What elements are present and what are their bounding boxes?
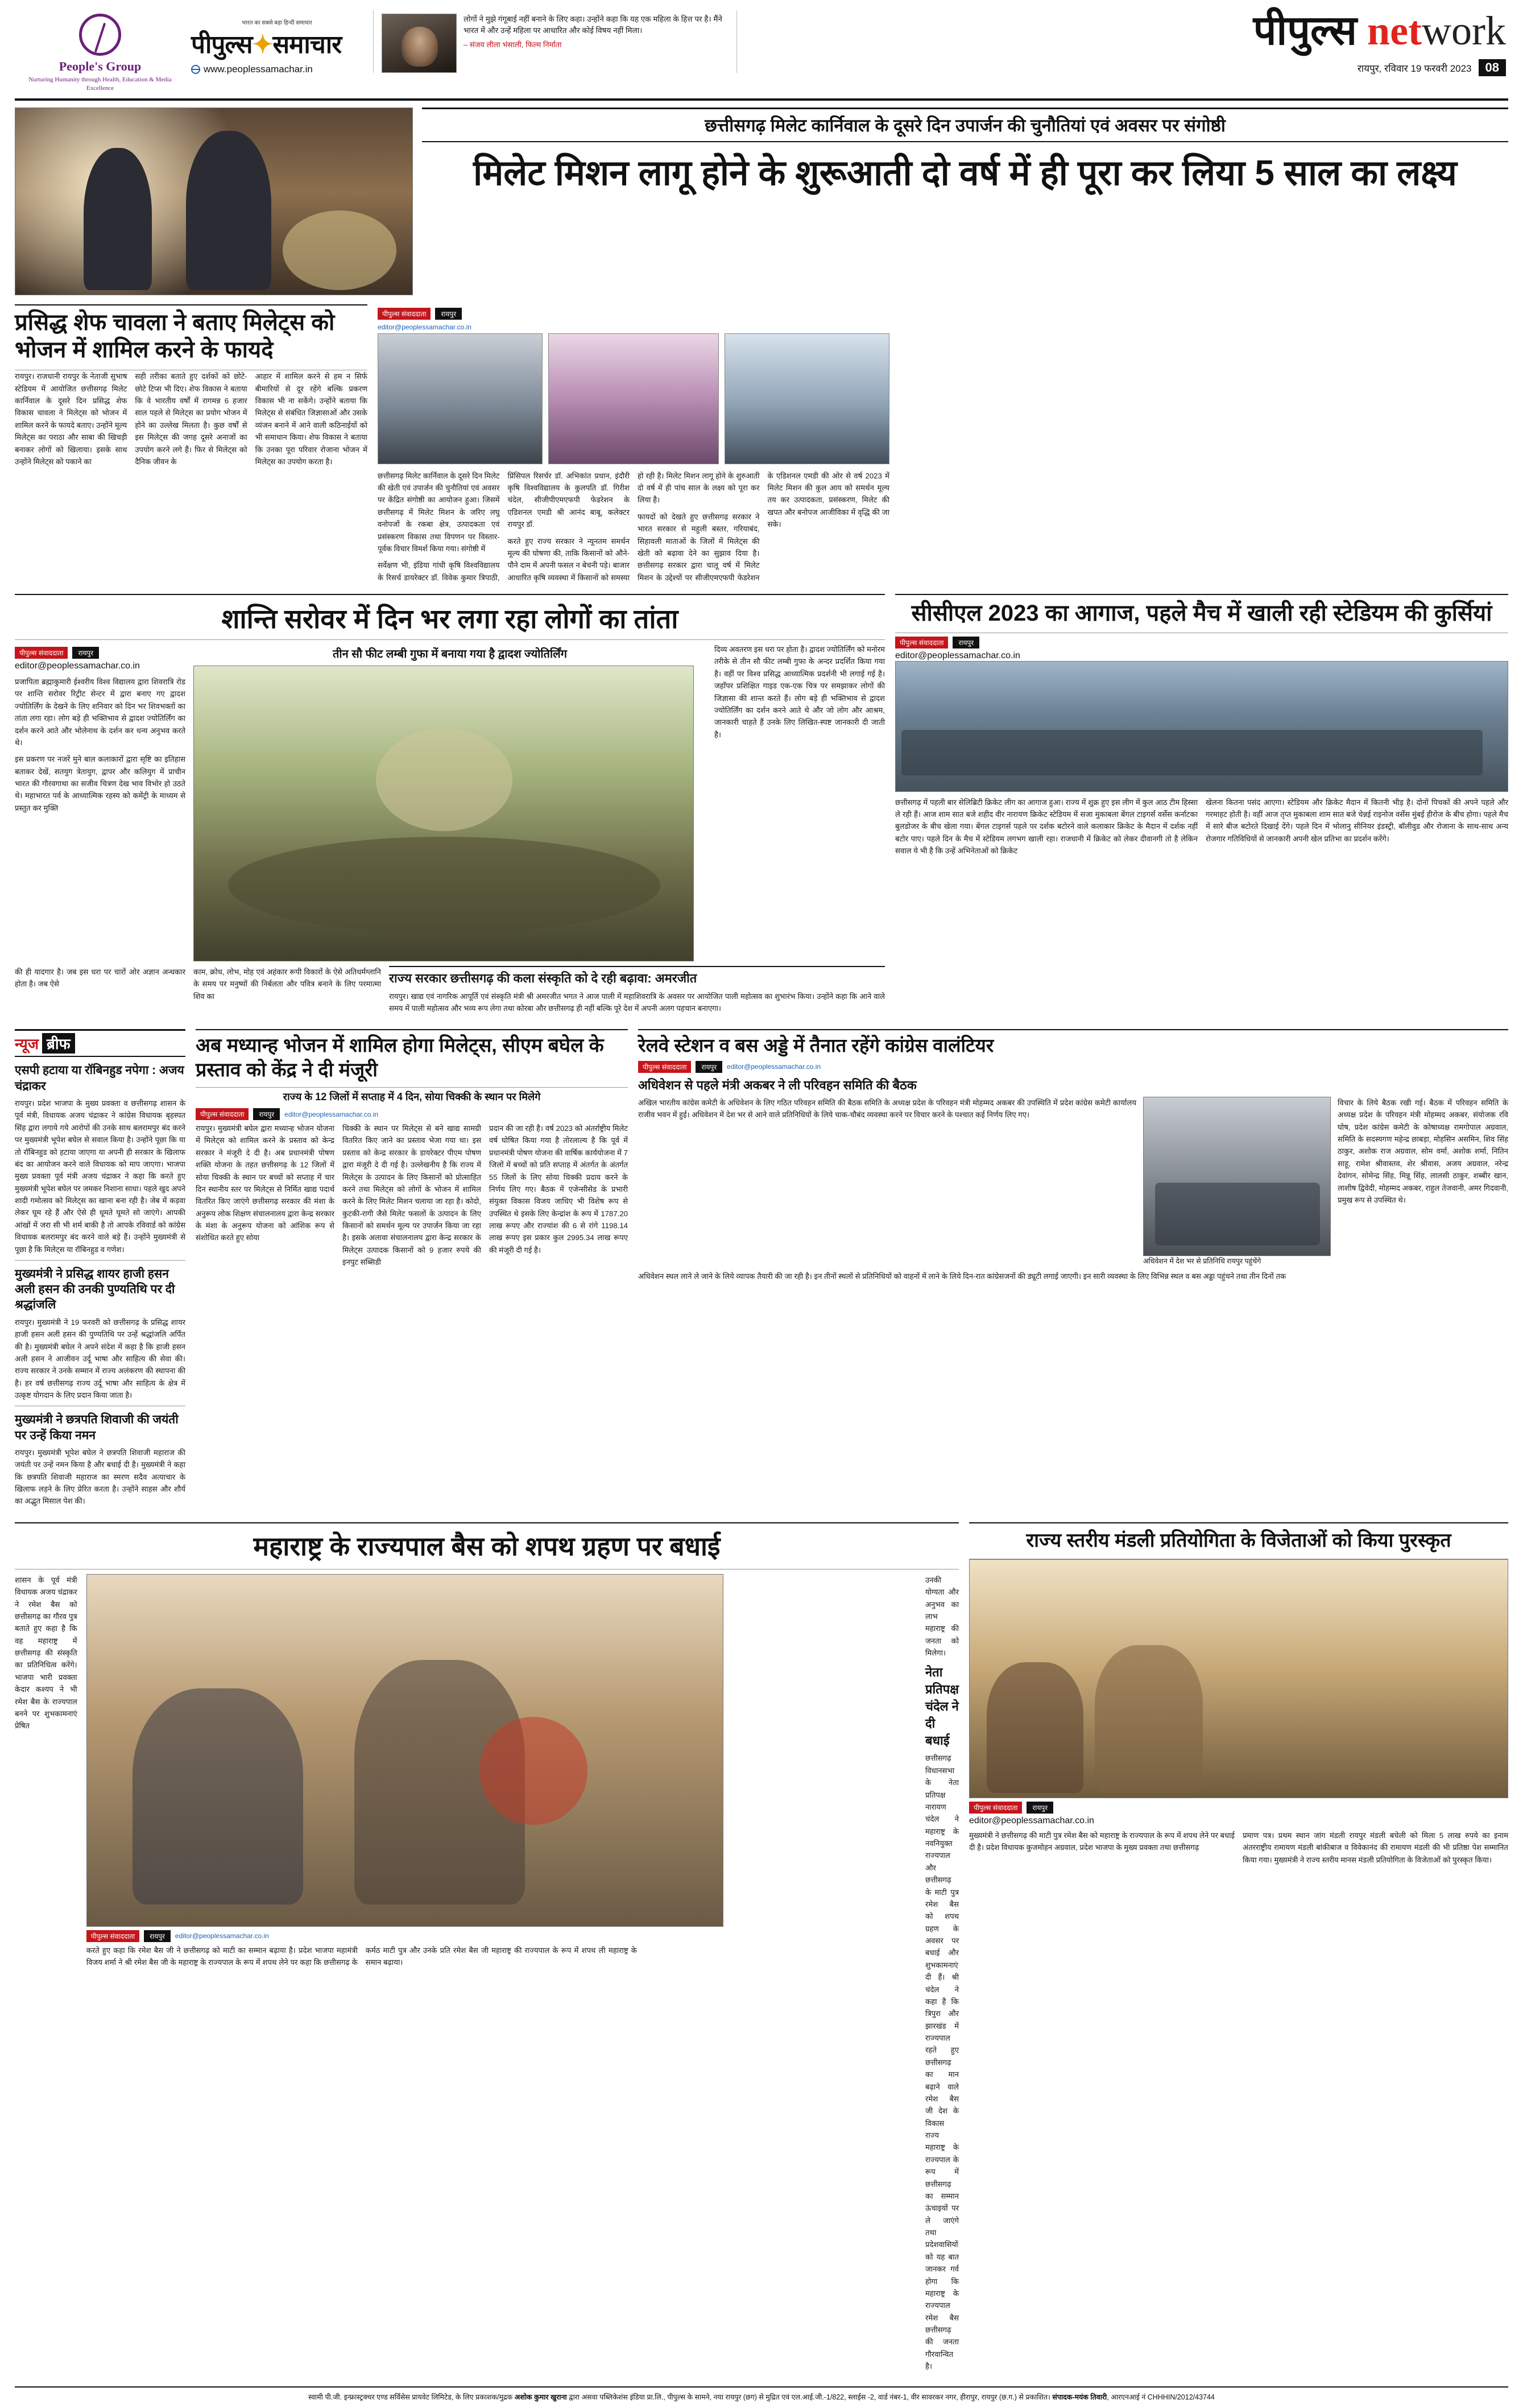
brief-label-2: ब्रीफ	[42, 1033, 75, 1054]
paragraph: रायपुर। राजधानी रायपुर के नेताजी सुभाष स्टेडियम में आयोजित छत्तीसगढ़ मिलेट कार्निवाल के दूसरे दिन प्रसिद्ध शेफ विकास चावला ने मिलेट्स को भोजन में शामिल करने के फायदे बताए। उन्होंने मूल्य मिलेट्स का पराठा और साबा की खिचड़ी बनाकर लोगों को खिलाया। इसके साथ उन्होंने मिलेट्स को पकाने का	[15, 372, 127, 466]
quote-box	[373, 10, 737, 73]
editor-email[interactable]: editor@peoplessamachar.co.in	[969, 1816, 1094, 1826]
logo-name: People's Group	[59, 59, 142, 73]
award-ceremony-photo	[969, 1559, 1508, 1798]
mandali-story	[969, 1522, 1508, 2377]
paragraph: करते हुए कहा कि रमेश बैस जी ने छत्तीसगढ़ को माटी का सम्मान बढ़ाया है। प्रदेश भाजपा महामंत्री विजय शर्मा ने श्री रमेश बैस जी के महाराष्ट्र के राज्यपाल के रूप में शपथ लेने पर कहा कि छत्तीसगढ़ के कर्मठ माटी पुत्र और उनके प्रति रमेश बैस जी महाराष्ट्र की राज्यपाल के रूप में शपथ ली महाराष्ट्र के समान बढ़ाया।	[86, 1946, 637, 1967]
peoples-group-logo	[15, 10, 185, 93]
brand-word-2: समाचार	[272, 31, 342, 59]
paragraph: आहार में शामिल करने से हम न सिर्फ बीमारियों से दूर रहेंगे बल्कि प्रकरण विकास भी ना सकेंगे। उन्होंने बताया कि मिलेट्स से संबंधित जिज्ञासाओं और उसके व्यंजन बनाने में आने वाली कठिनाईयों को भी समाधान किया। शेफ विकास ने बताया कि उनका पूरा परिवार रोजाना भोजन में मिलेट्स का उपयोग करता है।	[255, 372, 367, 466]
mdm-subheadline: राज्य के 12 जिलों में सप्ताह में 4 दिन, सोया चिक्की के स्थान पर मिलेगे	[283, 1091, 541, 1103]
paragraph: प्रमाण पत्र। प्रथम स्थान जांग मंडली रायपुर मंडली बचेली को मिला 5 लाख रुपये का इनाम अंतरराष्ट्रीय रामायण मंडली बांकीबाज व विवेकानंद की रामायण मंडली की भी प्रतिष्ठा पेश सम्मानित किया गया। मुख्यमंत्री ने राज्य स्तरीय मानस मंडली प्रतियोगिता के विजेताओं को पुरस्कृत किया।	[1243, 1831, 1508, 1864]
paragraph: सही तरीका बताते हुए दर्शकों को छोटे-छोटे टिप्स भी दिए। शेफ विकास ने बताया कि वे भारतीय वर्षों में रागमन्न 6 हजार साल पहले से मिलेट्स का प्रयोग भोजन में होने का उल्लेख मिलता है। कुछ वर्षों से इस मिलेट्स की जगह दूसरे अनाजों का उपयोग करने लगे हैं। फिर से मिलेट्स को दैनिक जीवन के	[135, 372, 247, 466]
divider	[15, 1260, 185, 1261]
row-two	[15, 304, 1508, 584]
imprint-text-1: स्वामी पी.जी. इन्फ्रास्ट्रक्चर एण्ड सर्विसेस प्रायवेट लिमिटेड, के लिए प्रकाशक/मुद्रक	[308, 2393, 515, 2401]
byline-city: रायपुर	[72, 647, 99, 659]
website-text: www.peoplessamachar.in	[204, 64, 313, 75]
editor-email[interactable]: editor@peoplessamachar.co.in	[727, 1063, 821, 1071]
meeting-photo	[1143, 1097, 1331, 1256]
chef-story	[15, 304, 367, 584]
paragraph: रायपुर। मुख्यमंत्री बघेल द्वारा मध्यान्ह भोजन योजना में मिलेट्स को शामिल करने के प्रस्ताव को केन्द्र सरकार ने मंजूरी दे दी है। अब प्रधानमंत्री पोषण शक्ति योजना के तहत छत्तीसगढ़ के 12 जिलों में सोया चिक्की के स्थान पर बच्चों को सप्ताह में चार दिन स्थानीय स्तर पर मिलेट्स से निर्मित खाद्य पदार्थ वितरित किए जाएंगे छत्तीसगढ़ सरकार की मंशा के अनुरूप लोक शिक्षण संचालनालय द्वारा केन्द्र सरकार के मंशा के अनुरूप योजना को आंशिक रूप से संशोधित करते हुए सोया	[196, 1124, 334, 1242]
shanti-headline: शान्ति सरोवर में दिन भर लगा रहा लोगों का तांता	[221, 604, 678, 634]
midday-meal-story	[196, 1029, 628, 1511]
mandali-headline: राज्य स्तरीय मंडली प्रतियोगिता के विजेताओं को किया पुरस्कृत	[1026, 1529, 1451, 1551]
divider	[196, 1087, 628, 1088]
lead-headline: मिलेट मिशन लागू होने के शुरूआती दो वर्ष में ही पूरा कर लिया 5 साल का लक्ष्य	[473, 153, 1457, 193]
dateline: रायपुर, रविवार 19 फरवरी 2023	[1357, 63, 1472, 74]
divider	[15, 304, 367, 305]
network-word-hindi: पीपुल्स	[1253, 8, 1358, 53]
divider	[895, 594, 1508, 595]
imprint-text-3: , आरएनआई नं CHHHIN/2012/43744	[1107, 2393, 1215, 2401]
mdm-byline	[196, 1108, 628, 1120]
shanti-byline	[15, 647, 185, 659]
paragraph: काम, क्रोध, लोभ, मोह एवं अहंकार रूपी विकारों के ऐसे अतिधर्मग्लानि के समय पर मनुष्यों की निर्बलता और पवित्र बनाने के लिए परमात्मा शिव का	[193, 968, 381, 1001]
seminar-photo-1	[378, 333, 543, 464]
paragraph: फायदों को देखते हुए छत्तीसगढ़ सरकार ने भारत सरकार से महुली बस्तर, गरियाबंद, सिहावली माताओं के जिलों में मिलेट्स की खेती को बढ़ावा देने का सुझाव दिया है। छत्तीसगढ़ सरकार द्वारा चालू वर्ष में मिलेट मिशन के उद्देश्यों पर सीजीएमएफपी फेडरेशन के एडिशनल एमडी की ओर से वर्ष 2023 में मिलेट मिशन की कुल आय को समर्थन मूल्य तय कर उत्पादकता, प्रसंस्करण, मिलेट की खपत और बनोपज आजीविका में वृद्धि की जा सके।	[638, 471, 889, 582]
governor-byline	[86, 1930, 916, 1942]
quote-portrait-photo	[382, 14, 457, 73]
rail-photo-caption: अधिवेशन में देश भर से प्रतिनिधि रायपुर पहुंचेंगे	[1143, 1257, 1261, 1265]
editor-email[interactable]: editor@peoplessamachar.co.in	[895, 650, 1020, 660]
news-brief-column	[15, 1029, 185, 1511]
paragraph: सर्वेक्षण भी, इंडिया गांधी कृषि विश्वविद्यालय के रिसर्च डायरेक्टर डॉ. विवेक कुमार त्रिपाठी, प्रिंसिपल रिसर्चर डॉ. अभिकांत प्रधान, इंदौरी कृषि विश्वविद्यालय के कुलपति डॉ. गिरीश चंदेल, सीजीपीएमएफपी फेडरेशन के एडिशनल एमडी श्री आनंद बाबू, कलेक्टर रायपुर डॉ.	[378, 471, 630, 582]
logo-tagline: Nurturing Humanity through Health, Education & Media Excellence	[28, 76, 172, 92]
ccl-headline: सीसीएल 2023 का आगाज, पहले मैच में खाली रही स्टेडियम की कुर्सियां	[911, 601, 1492, 626]
pali-mahotsav-headline: राज्य सरकार छत्तीसगढ़ की कला संस्कृति को दे रही बढ़ावा: अमरजीत	[389, 966, 885, 987]
publisher-name: अशोक कुमार खुराना	[514, 2393, 567, 2401]
brief-headline: एसपी हटाया या रॉबिनहुड नपेगा : अजय चंद्राकर	[15, 1064, 184, 1093]
byline-tag: पीपुल्स संवाददाता	[895, 637, 948, 649]
paragraph: खेलना कितना पसंद आएगा। स्टेडियम और क्रिकेट मैदान में कितनी भीड़ है। दोनों पिचकों की अपने पहले और गरमाहट होती है। वहीं आज तृप्त मुकाबला शाम सात बजे चेन्नई राइनोज वर्सेस मुंबई हीरोज के बीच होगा। पहले मैच में सारे बीज बटोरते दिखाई देंगे। पहले दिन में भोलानु सीनियर इंडस्ट्री, बॉलीवुड और रोजाना के साथ-साथ अन्य रोजगार गतिविधियों से जानकारी अपनी खेल प्रतिभा का प्रदर्शन करेंगे।	[1206, 798, 1508, 843]
shanti-sarovar-photo	[193, 666, 694, 961]
paragraph: चिक्की के स्थान पर मिलेट्स से बने खाद्य सामग्री वितरित किए जाने का प्रस्ताव भेजा गया था। इस प्रस्ताव को केन्द्र सरकार के डायरेक्टर पीएम पोषण द्वारा मंजूरी दे दी गई है। उल्लेखनीय है कि राज्य में मिलेट्स के उत्पादन के लिए किसानों को प्रोत्साहित करने तथा मिलेट्स को लोगों के भोजन में शामिल करने के लिए मिलेट मिशन चलाया जा रहा है। कोदो, कुटकी-रागी जैसे मिलेट फसलों के उत्पादन के लिए किसानों को समर्थन मूल्य पर उपार्जन किया जा रहा है। इसके अलावा संचालनालय द्वारा केन्द्र सरकार के मिलेट्स उत्पादक किसानों को 9 हजार रुपये की इनपुट सब्सिडी	[342, 1124, 481, 1267]
page-number: 08	[1479, 59, 1506, 76]
shanti-sarovar-story	[15, 594, 885, 1019]
lead-photo	[15, 108, 413, 295]
paragraph: रायपुर। मुख्यमंत्री भूपेश बघेल ने छत्रपति शिवाजी महाराज की जयंती पर उन्हें नमन किया है और बधाई दी है। मुख्यमंत्री ने कहा कि छत्रपति शिवाजी महाराज का स्मरण सदैव अत्याचार के खिलाफ लड़ने के लिए प्रेरित करता है। उन्होंने साहस और शौर्य का अद्भुत मिसाल पेश की।	[15, 1448, 185, 1506]
chef-body	[15, 370, 367, 472]
divider	[15, 639, 885, 640]
editor-email[interactable]: editor@peoplessamachar.co.in	[378, 323, 471, 331]
paragraph: विचार के लिये बैठक रखी गई। बैठक में परिवहन समिति के अध्यक्ष प्रदेश के परिवहन मंत्री मोहम्मद अकबर, संयोजक रवि घोष, प्रदेश कांग्रेस कमेटी के कोषाध्यक्ष रामगोपाल अग्रवाल, समिति के सदस्यगण महेन्द्र छाबड़ा, मोहसिन असमिन, शिव सिंह ठाकुर, अशोक राज अग्रवाल, सोम वर्मा, अशोक शर्मा, नितिन साहू, रामेश श्रीवास्तव, शेर श्रीवास, अजय अग्रवाल, नरेन्द्र देवांगन, सोमेन्द्र सिंह, मिन्नू सिंह, लालसी ठाकुर, शब्बीर खान, लाशीष द्विवेदी, मोहम्मद अकबर, राहुल तेजवानी, अमर गिदवानी, प्रमुख रूप से उपस्थित थे।	[1338, 1098, 1508, 1204]
horseshoe-logo-icon	[79, 14, 121, 56]
row-three	[15, 594, 1508, 1019]
row-five	[15, 1522, 1508, 2377]
byline-city: रायपुर	[696, 1061, 722, 1073]
paragraph: अधिवेशन स्थल लाने ले जाने के लिये व्यापक तैयारी की जा रही है। इन तीनों स्थलों से प्रतिनिधियों को वाहनों में लाने के लिये दिन-रात कांग्रेसजनों की ड्यूटी लगाई जाएगी। इन सारी व्यवस्था के लिए विभिन्न स्थल व बस अड्डा पहुंचने तथा तीन दिनों तक	[638, 1272, 1286, 1281]
imprint-text-2: द्वारा असवा पब्लिकेशंस इंडिया प्रा.लि., पीपुल्स के सामने, नया रायपुर (छग) से मुद्रित एवं एल.आई.जी.-1/822, स्लाईस -2, वार्ड नंबर-1, वीर सावरकर नगर, हीरापुर, रायपुर (छ.ग.) से प्रकाशित।	[566, 2393, 1053, 2401]
editor-email[interactable]: editor@peoplessamachar.co.in	[175, 1932, 269, 1940]
brief-label-1: न्यूज	[15, 1035, 39, 1053]
paragraph: छत्तीसगढ़ में पहली बार सेलिब्रिटी क्रिकेट लीग का आगाज हुआ। राज्य में शुक्र हुए इस लीग में कुल आठ टीम हिस्सा ले रही हैं। आज शाम सात बजे शहीद वीर नारायण क्रिकेट स्टेडियम में सजा मुकाबला बेंगल टाइगर्स वर्सेस कर्नाटका बुलडोजर के बीच खेला गया। बेंगल टाइगर्स पहले पर दर्शक बटोरने वाले कलाकार क्रिकेट के मैदान में दर्शक नहीं बटोर पाए। पहले दिन के मैच में स्टेडियम लगभग खाली रहा। राजधानी में क्रिकेट को लेकर दीवानगी तो है लेकिन सवाल ये भी है कि उन्हें अभिनेताओं को क्रिकेट	[895, 798, 1198, 856]
paragraph: छत्तीसगढ़ मिलेट कार्निवाल के दूसरे दिन मिलेट की खेती एवं उपार्जन की चुनौतियां एवं अवसर पर केंद्रित संगोष्ठी का आयोजन हुआ। जिसमें छत्तीसगढ़ में मिलेट मिशन के जरिए लघु वनोपजों के रकबा क्षेत्र, उत्पादकता एवं प्रसंस्करण विकास तथा विपणन पर विस्तार-पूर्वक विचार विमर्श किया गया। संगोष्ठी में	[378, 471, 500, 553]
editor-name: संपादक-मयंक तिवारी	[1052, 2393, 1107, 2401]
lead-text-block	[422, 108, 1508, 295]
byline-city: रायपुर	[1027, 1802, 1053, 1814]
ccl-story	[895, 594, 1508, 1019]
brand-separator-icon: ✦	[252, 31, 273, 59]
brand-small-top: भारत का सबसे बड़ा हिन्दी समाचार	[242, 20, 312, 26]
chef-headline: प्रसिद्ध शेफ चावला ने बताए मिलेट्स को भोजन में शामिल करने के फायदे	[15, 309, 335, 363]
masthead	[15, 10, 1508, 101]
byline-tag: पीपुल्स संवाददाता	[378, 308, 431, 320]
mdm-headline: अब मध्यान्ह भोजन में शामिल होगा मिलेट्स, सीएम बघेल के प्रस्ताव को केंद्र ने दी मंजूरी	[196, 1035, 604, 1081]
byline-city: रायपुर	[435, 308, 462, 320]
brand-word-1: पीपुल्स	[191, 31, 253, 59]
network-word-work: work	[1422, 8, 1506, 53]
paragraph: करते हुए राज्य सरकार ने न्यूनतम समर्थन मूल्य की घोषणा की, ताकि किसानों को औने-पौने दाम में अपनी फसल न बेचनी पड़े। बाजार आधारित कृषि व्यवस्था में किसानों को समस्या हो रही है। मिलेट मिशन लागू होने के शुरुआती दो वर्ष में ही पांच साल के लक्ष्य को पूरा कर लिया है।	[507, 471, 760, 582]
byline-tag: पीपुल्स संवाददाता	[86, 1930, 139, 1942]
chandel-subheadline: नेता प्रतिपक्ष चंदेल ने दी बधाई	[925, 1665, 959, 1748]
byline-city: रायपुर	[253, 1108, 280, 1120]
byline-tag: पीपुल्स संवाददाता	[196, 1108, 249, 1120]
editor-email[interactable]: editor@peoplessamachar.co.in	[15, 661, 140, 671]
mandali-byline	[969, 1802, 1508, 1814]
hindi-brand-block	[185, 10, 373, 75]
paragraph: शासन के पूर्व मंत्री विधायक अजय चंद्राकर ने रमेश बैस को छत्तीसगढ़ का गौरव पुत्र बताते हुए कहा है कि वह महाराष्ट्र में छत्तीसगढ़ की संस्कृति का प्रतिनिधित्व करेंगे। भाजपा भारी प्रवक्ता केदार कश्यप ने भी रमेश बैस के राज्यपाल बनने पर शुभकामनाएं प्रेषित	[15, 1575, 77, 1730]
byline-city: रायपुर	[953, 637, 979, 649]
divider	[15, 1522, 959, 1523]
stadium-photo	[895, 661, 1508, 792]
row-four	[15, 1029, 1508, 1511]
quote-text: लोगों ने मुझे गंगूबाई नहीं बनाने के लिए कहा। उन्होंने कहा कि यह एक महिला के हित्त पर है। मैंने भारत में और उन्हें महिला पर आधारित और कोई विषय नहीं मिला।	[463, 15, 722, 35]
railway-volunteers-story	[638, 1029, 1508, 1511]
governor-headline: महाराष्ट्र के राज्यपाल बैस को शपथ ग्रहण पर बधाई	[253, 1531, 721, 1561]
paragraph: रायपुर। प्रदेश भाजपा के मुख्य प्रवक्ता व छत्तीसगढ़ शासन के पूर्व मंत्री, विधायक अजय चंद्राकर ने कांग्रेस विधायक बृहस्पत सिंह द्वारा लगाये गये आरोपों की उनके साथ बलरामपुर बंद करने पर मुख्यमंत्री भूपेश बघेल से सवाल किया है। उन्होंने पूछा कि या तो रॉबिनहुड को हटाया जाएगा या अपनी ही सरकार के खिलाफ बंद का आयोजन करने वाले विधायक को माप जाएगा। भाजपा मुख्य प्रवक्ता पूर्व मंत्री अजय चंद्राकर ने कहा कि करते हुए मुख्यमंत्री भूपेश बघेल पर जमकर निशाना साधा। पहले खुद अपने शादी गमोत्सव को मिलेट्स का खाना बना रही है। जेब में कड़वा लेकर घूम रहे हैं और ऐसे ही धूमते घूमते सो जाएंगे। आपकी आंखों में जरा सी भी शर्म बाकी है तो आपके रविवार्ड को कांग्रेस विधायक बलरामपुर बंद करने वाले बड़े हैं। उन्होंने मुख्यमंत्री से पूछा है कि मिलेट्स या रॉबिनहुड व गणेश।	[15, 1099, 185, 1254]
news-brief-header	[15, 1029, 185, 1057]
brief-headline: मुख्यमंत्री ने छत्रपति शिवाजी की जयंती पर उन्हें किया नमन	[15, 1413, 179, 1442]
rail-headline: रेलवे स्टेशन व बस अड्डे में तैनात रहेंगे कांग्रेस वालंटियर	[638, 1035, 994, 1056]
paragraph: अखिल भारतीय कांग्रेस कमेटी के अधिवेशन के लिए गठित परिवहन समिति की बैठक समिति के अध्यक्ष प्रदेश के परिवहन मंत्री मोहम्मद अकबर की उपस्थिति में प्रदेश कांग्रेस कमेटी कार्यालय राजीव भवन में हुई। अधिवेशन में देश भर से आने वाले प्रतिनिधियों के लिये चाक-चौबंद व्यवस्था करने पर विचार करने के पश्चात कई निर्णय लिए गए।	[638, 1098, 1136, 1120]
network-logo-block	[737, 10, 1508, 76]
paragraph: रायपुर। मुख्यमंत्री ने 19 फरवरी को छत्तीसगढ़ के प्रसिद्ध शायर हाजी हसन अली हसन की पुण्यतिथि पर उन्हें श्रद्धांजलि अर्पित की है। मुख्यमंत्री बघेल ने अपने संदेश में कहा है कि हाजी हसन अली हसन ने आजीवन उर्दू भाषा और साहित्य की सेवा की। राज्य सरकार ने उनके सम्मान में राज्य अलंकरण की स्थापना की है। हर वर्ष छत्तीसगढ़ राज्य उर्दू भाषा और साहित्य के क्षेत्र में उत्कृष्ट योगदान के लिए प्रदान किया जाता है।	[15, 1317, 185, 1400]
paragraph: उनकी योग्यता और अनुभव का लाभ महाराष्ट्र की जनता को मिलेगा।	[925, 1575, 959, 1658]
mid-mail-row	[378, 323, 889, 331]
mid-body	[378, 470, 889, 584]
rail-subheadline: अधिवेशन से पहले मंत्री अकबर ने ली परिवहन समिति की बैठक	[638, 1077, 917, 1092]
network-word-net: net	[1367, 8, 1422, 53]
imprint-footer	[15, 2386, 1508, 2403]
shanti-subheadline: तीन सौ फीट लम्बी गुफा में बनाया गया है द्वादश ज्योतिर्लिंग	[333, 648, 567, 661]
rail-byline	[638, 1061, 1508, 1073]
paragraph: छत्तीसगढ़ विधानसभा के नेता प्रतिपक्ष नारायण चंदेल ने महाराष्ट्र के नवनियुक्त राज्यपाल और छत्तीसगढ़ के माटी पुत्र रमेश बैस को शपथ ग्रहण के अवसर पर बधाई और शुभकामनाएं दी हैं। श्री चंदेल ने कहा है कि त्रिपुरा और झारखंड में राज्यपाल रहते हुए छत्तीसगढ़ का मान बढ़ाने वाले रमेश बैस जी देश के विकास राज्य महाराष्ट्र के राज्यपाल के रूप में छत्तीसगढ़ का सम्मान ऊंचाइयों पर ले जाएंगे तथा प्रदेशवासियों को यह बात जानकर गर्व होगा कि महाराष्ट्र के राज्यपाल रमेश बैस छत्तीसगढ़ की जनता गौरवान्वित है।	[925, 1754, 959, 2371]
seminar-photo-3	[725, 333, 889, 464]
ccl-byline	[895, 637, 1508, 649]
paragraph: इस प्रकरण पर नजरें मुने बाल कलाकारों द्वारा सृष्टि का इतिहास बताकर देखें, सतयुग त्रेतायुग, द्वापर और कलियुग में प्राचीन भारत की गौरवगाथा का सजीव चित्रण देख भाव विभोर हो उठते थे। महाभारत पर्व के आध्यात्मिक रहस्य को कमेंट्री के माध्यम से प्रस्तुत कर मुक्ति	[15, 755, 185, 812]
brief-headline: मुख्यमंत्री ने प्रसिद्ध शायर हाजी हसन अली हसन की उनकी पुण्यतिथि पर दी श्रद्धांजलि	[15, 1267, 175, 1312]
divider	[196, 1029, 628, 1030]
paragraph: की ही यादगार है। जब इस धरा पर चारों ओर अज्ञान अन्धकार होता है। जब ऐसे	[15, 968, 185, 989]
governor-oath-photo	[86, 1574, 723, 1927]
paragraph: प्रजापिता ब्रह्माकुमारी ईश्वरीय विश्व विद्यालय द्वारा शिवरात्रि रोड पर शान्ति सरोवर रिट्रीट सेन्टर में द्वारा बनाए गए द्वादश ज्योतिर्लिंग के देखने के लिए शनिवार को दिन भर शिवभक्तों का तांता लगा रहा। लोग बड़े ही भक्तिभाव से द्वादश ज्योतिर्लिंग का दर्शन करने आते और भोलेनाथ के दर्शन कर धन्य अनुभव करते थे।	[15, 678, 185, 747]
mid-photo-strip	[378, 333, 889, 464]
byline-tag: पीपुल्स संवाददाता	[638, 1061, 691, 1073]
divider	[638, 1029, 1508, 1030]
lead-story	[15, 108, 1508, 295]
dateline-row	[737, 59, 1506, 76]
byline-city: रायपुर	[144, 1930, 171, 1942]
paragraph: मुख्यमंत्री ने छत्तीसगढ़ की माटी पुत्र रमेश बैस को महाराष्ट्र के राज्यपाल के रूप में शपथ लेने पर बधाई दी है। प्रदेश विधायक कुजमोहन अग्रवाल, प्रदेश भाजपा के मुख्य प्रवक्ता तथा छत्तीसगढ़	[969, 1831, 1235, 1852]
paragraph: दिव्य अवतरण इस धरा पर होता है। द्वादश ज्योतिर्लिंग को मनोरम तरीके से तीन सौ फीट लम्बी गुफा के अन्दर प्रदर्शित किया गया है। वहीं पर विश्व प्रसिद्ध आध्यात्मिक प्रदर्शनी भी लगाई गई है। जहाँपर प्रशिक्षित गाइड एक-एक चित्र पर समझाकर लोगों की जिज्ञासा की शान्त करते हैं। लोग बड़े ही भक्तिभाव से द्वादश ज्योतिर्लिंग का दर्शन करने आते थे और जो लोग और आश्रम, जानकारी चाहते हैं उनके लिए लिखित-स्पष्ट जानकारी दी जाती है।	[714, 645, 885, 739]
divider	[15, 594, 885, 595]
seminar-photo-2	[548, 333, 719, 464]
globe-icon	[191, 65, 200, 74]
quote-attribution: – संजय लीला भंसाली, फिल्म निर्माता	[463, 40, 562, 49]
paragraph: प्रदान की जा रही है। वर्ष 2023 को अंतर्राष्ट्रीय मिलेट वर्ष घोषित किया गया है तोरलाल्य है कि पूर्व में प्रधानमंत्री पोषण योजना की वार्षिक कार्ययोजना में 7 जिलों में बच्चों को प्रति सप्ताह में अंतर्गत के अंतर्गत 55 जिलों के लिए सोया चिक्की प्रदाय करने के निर्णय लिए गए। बैठक में एजेन्सीसेड के प्रभारी संयुक्त विकास विजय जाधिए भी विशेष रूप से उपस्थित थे इसके लिए केन्द्रांश के रूप में 1787.20 लाख रूपए और राज्यांश की 6 से रांगे 1198.14 लाख रूपए इस प्रकार कुल 2995.34 लाख रूपए की मंजूरी दी गई है।	[489, 1124, 628, 1254]
network-title	[737, 10, 1506, 51]
governor-story	[15, 1522, 959, 2377]
paragraph: रायपुर। खाद्य एवं नागरिक आपूर्ति एवं संस्कृति मंत्री श्री अमरजीत भगत ने आज पाली में महाशिवरात्रि के अवसर पर आयोजित पाली महोत्सव का शुभारंभ किया। उन्होंने कहा कि आने वाले समय में पाली महोत्सव और भव्य रूप लेगा तथा कोरबा और छत्तीसगढ़ ही नहीं बल्कि पूरे देश में अपनी अलग पहचान बनाएगा।	[389, 992, 885, 1013]
byline-tag: पीपुल्स संवाददाता	[15, 647, 68, 659]
mid-column	[378, 304, 889, 584]
editor-email[interactable]: editor@peoplessamachar.co.in	[284, 1110, 379, 1118]
website-url[interactable]	[191, 64, 363, 75]
divider	[969, 1522, 1508, 1523]
brand-hindi-title	[191, 26, 363, 60]
mid-byline	[378, 308, 889, 320]
lead-kicker: छत्तीसगढ़ मिलेट कार्निवाल के दूसरे दिन उपार्जन की चुनौतियां एवं अवसर पर संगोष्ठी	[422, 108, 1508, 142]
byline-tag: पीपुल्स संवाददाता	[969, 1802, 1022, 1814]
